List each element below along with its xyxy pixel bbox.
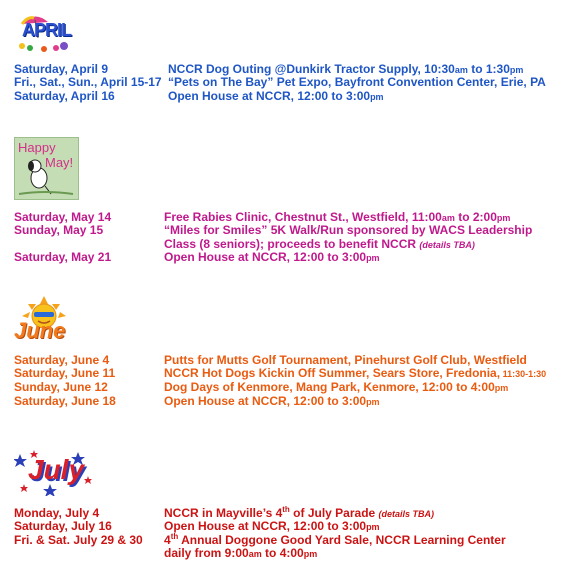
event-date: Fri., Sat., Sun., April 15-17	[14, 75, 162, 89]
ordinal-suffix: th	[170, 532, 179, 541]
event-date: Fri. & Sat. July 29 & 30	[14, 533, 143, 547]
time-suffix: am	[441, 213, 455, 223]
event-description	[168, 76, 546, 89]
event-text: Open House at NCCR, 12:00 to 3:00	[164, 250, 367, 264]
event-description	[164, 381, 508, 395]
event-description	[164, 367, 546, 381]
june-logo	[14, 296, 84, 344]
event-time-range: 11:30-1:30	[500, 369, 547, 379]
event-text-mid: to 2:00	[454, 210, 497, 224]
time-suffix: pm	[366, 253, 380, 263]
event-date: Saturday, May 21	[14, 250, 112, 264]
event-description	[164, 520, 380, 534]
july-logo	[14, 448, 94, 496]
event-text-prefix: NCCR in Mayville’s 4	[164, 506, 283, 520]
time-suffix: pm	[366, 522, 380, 532]
event-description	[164, 395, 380, 409]
april-logo-text: APRIL	[22, 20, 71, 40]
event-text: NCCR Dog Outing @Dunkirk Tractor Supply, 10:30	[168, 62, 455, 76]
event-text-mid: to 4:00	[261, 546, 304, 560]
event-date: Monday, July 4	[14, 506, 100, 520]
details-note: (details TBA)	[378, 509, 435, 519]
details-note: (details TBA)	[419, 240, 475, 250]
event-text: Dog Days of Kenmore, Mang Park, Kenmore, 12:00 to 4:00	[164, 380, 495, 394]
time-suffix: am	[454, 65, 468, 75]
july-logo-text: July	[28, 454, 85, 485]
event-text: “Miles for Smiles” 5K Walk/Run sponsored by WACS Leadership	[164, 223, 533, 237]
event-text: Open House at NCCR, 12:00 to 3:00	[168, 89, 371, 103]
may-logo-line1: Happy	[18, 140, 56, 155]
event-date: Sunday, May 15	[14, 223, 104, 237]
time-suffix: pm	[494, 383, 509, 393]
time-suffix: am	[248, 549, 262, 559]
event-text: of July Parade	[289, 506, 376, 520]
event-text-prefix: 4	[164, 533, 171, 547]
event-text: NCCR Hot Dogs Kickin Off Summer, Sears Store, Fredonia,	[164, 366, 501, 380]
event-date: Saturday, June 4	[14, 353, 110, 367]
event-date: Saturday, April 9	[14, 62, 109, 76]
event-date: Saturday, June 18	[14, 394, 116, 408]
event-text: daily from 9:00	[164, 546, 249, 560]
april-logo	[14, 8, 76, 52]
event-text: Class (8 seniors); proceeds to benefit NCCR	[164, 237, 417, 251]
event-date: Saturday, May 14	[14, 210, 112, 224]
time-suffix: pm	[303, 549, 318, 559]
time-suffix: pm	[496, 213, 511, 223]
time-suffix: pm	[509, 65, 524, 75]
event-description	[164, 224, 532, 237]
event-text: “Pets on The Bay” Pet Expo, Bayfront Convention Center, Erie, PA	[168, 75, 546, 89]
event-text-mid: to 1:30	[467, 62, 510, 76]
time-suffix: pm	[366, 397, 380, 407]
event-description	[168, 90, 384, 104]
ordinal-suffix: th	[282, 505, 290, 514]
event-date: Saturday, June 11	[14, 366, 116, 380]
event-description	[164, 251, 380, 265]
june-logo-text: June	[14, 318, 66, 343]
event-text: Annual Doggone Good Yard Sale, NCCR Learning Center	[178, 533, 506, 547]
may-logo-line2: May!	[45, 155, 74, 170]
event-date: Saturday, April 16	[14, 89, 115, 103]
event-description	[164, 547, 317, 561]
event-text: Free Rabies Clinic, Chestnut St., Westfield, 11:00	[164, 210, 442, 224]
may-logo	[14, 137, 79, 200]
event-date: Sunday, June 12	[14, 380, 108, 394]
event-text: Open House at NCCR, 12:00 to 3:00	[164, 519, 367, 533]
snoopy-icon	[15, 138, 78, 199]
time-suffix: pm	[370, 92, 384, 102]
event-date: Saturday, July 16	[14, 519, 112, 533]
event-text: Putts for Mutts Golf Tournament, Pinehurst Golf Club, Westfield	[164, 353, 527, 367]
event-text: Open House at NCCR, 12:00 to 3:00	[164, 394, 367, 408]
